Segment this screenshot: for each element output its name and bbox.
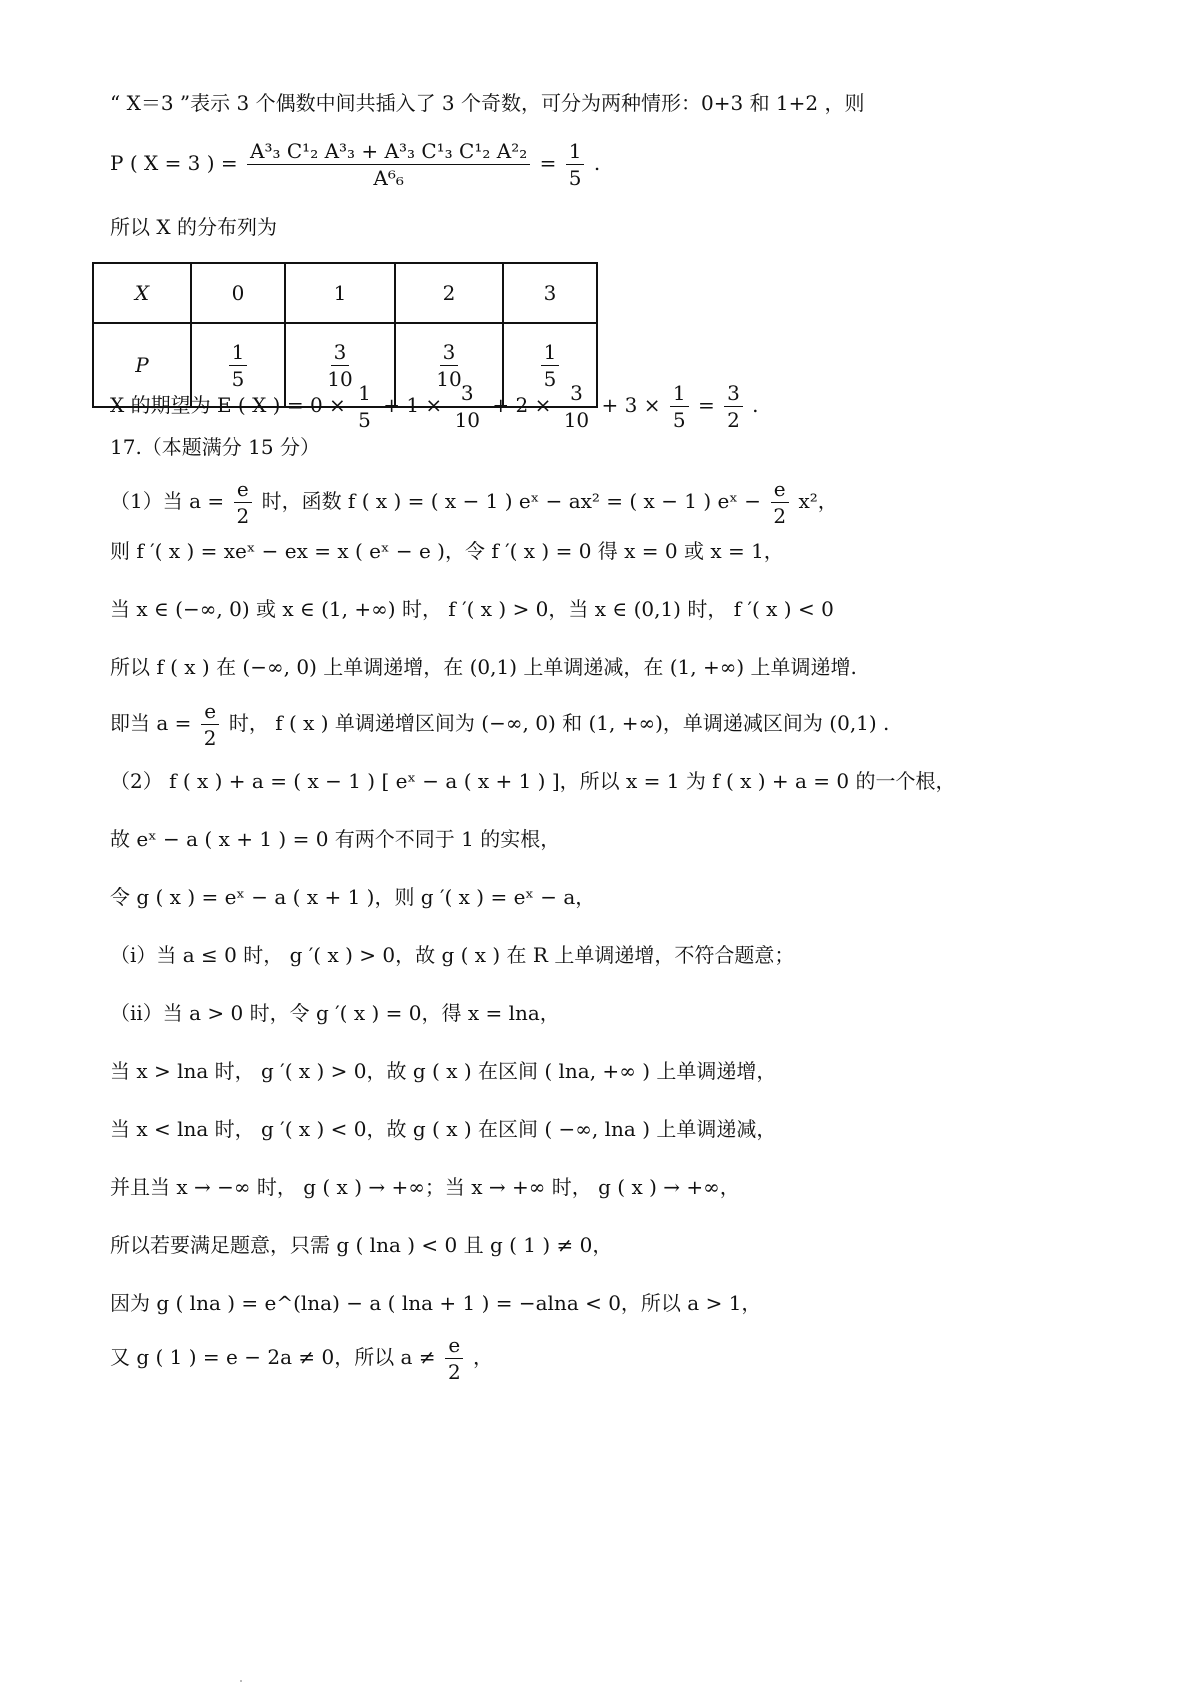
text-line-13: 令 g ( x ) = eˣ − a ( x + 1 )，则 g ′( x ) = eˣ − a， bbox=[110, 885, 596, 909]
table-cell: 0 bbox=[191, 263, 285, 323]
text-line-11: （2） f ( x ) + a = ( x − 1 ) [ eˣ − a ( x + 1 ) ]，所以 x = 1 为 f ( x ) + a = 0 的一个根， bbox=[110, 769, 956, 793]
table-cell: 2 bbox=[395, 263, 503, 323]
table-cell: $\frac{3}{10}$ bbox=[395, 323, 503, 407]
table-cell: $\frac{1}{5}$ bbox=[191, 323, 285, 407]
text-line-18: 并且当 x → −∞ 时， g ( x ) → +∞；当 x → +∞ 时， g ( x ) → +∞， bbox=[110, 1175, 740, 1199]
text-line-10: 即当 a = $\frac{e}{2}$ 时， f ( x ) 单调递增区间为 (−∞, 0) 和 (1, +∞)，单调递减区间为 (0,1) . bbox=[110, 699, 890, 750]
text-line-14: （ⅰ）当 a ≤ 0 时， g ′( x ) > 0，故 g ( x ) 在 R 上单调递增，不符合题意； bbox=[110, 943, 795, 967]
table-cell: 3 bbox=[503, 263, 597, 323]
expectation-formula: X 的期望为 E ( X ) = 0 × $\frac{1}{5}$ + 1 × $\frac{3}{10}$ + 2 × $\frac{3}{10}$ + 3 × $\frac{1}{5}$ = $\frac{3}{2}$ . bbox=[110, 381, 759, 432]
fraction-numerator: 1 bbox=[566, 140, 585, 165]
equals-sign: = bbox=[539, 151, 557, 175]
text-line-17: 当 x < lna 时， g ′( x ) < 0，故 g ( x ) 在区间 ( −∞, lna ) 上单调递减， bbox=[110, 1117, 777, 1141]
table-cell: $\frac{1}{5}$ bbox=[503, 323, 597, 407]
text-line-16: 当 x > lna 时， g ′( x ) > 0，故 g ( x ) 在区间 ( lna, +∞ ) 上单调递增， bbox=[110, 1059, 777, 1083]
text-line-19: 所以若要满足题意，只需 g ( lna ) < 0 且 g ( 1 ) ≠ 0， bbox=[110, 1233, 613, 1257]
fraction-denominator: 5 bbox=[568, 166, 582, 190]
table-header-p: P bbox=[93, 323, 191, 407]
text-line-1: “ X＝3 ”表示 3 个偶数中间共插入了 3 个奇数，可分为两种情形：0+3 和 1+2 ，则 bbox=[110, 91, 865, 115]
text-line-21: 又 g ( 1 ) = e − 2a ≠ 0，所以 a ≠ $\frac{e}{2}$ ， bbox=[110, 1333, 494, 1384]
probability-x3-formula bbox=[110, 140, 600, 189]
table-cell: 1 bbox=[285, 263, 395, 323]
text-line-9: 所以 f ( x ) 在 (−∞, 0) 上单调递增，在 (0,1) 上单调递减，在 (1, +∞) 上单调递增. bbox=[110, 655, 857, 679]
text-line-8: 当 x ∈ (−∞, 0) 或 x ∈ (1, +∞) 时， f ′( x ) > 0，当 x ∈ (0,1) 时， f ′( x ) < 0 bbox=[110, 597, 834, 621]
fraction-permutations bbox=[247, 140, 530, 189]
fraction-denominator: A⁶₆ bbox=[373, 166, 404, 190]
text-line-7: 则 f ′( x ) = xeˣ − ex = x ( eˣ − e )，令 f ′( x ) = 0 得 x = 0 或 x = 1， bbox=[110, 539, 784, 563]
table-header-x: X bbox=[93, 263, 191, 323]
table-row-x bbox=[93, 263, 597, 323]
fraction-result bbox=[566, 140, 585, 189]
text-line-3: 所以 X 的分布列为 bbox=[110, 215, 277, 239]
text-line-12: 故 eˣ − a ( x + 1 ) = 0 有两个不同于 1 的实根， bbox=[110, 827, 561, 851]
footer-mark bbox=[240, 1680, 242, 1682]
period: . bbox=[593, 151, 601, 175]
text-line-6: （1）当 a = $\frac{e}{2}$ 时，函数 f ( x ) = ( x − 1 ) eˣ − ax² = ( x − 1 ) eˣ − $\frac{e}{2}$ x²， bbox=[110, 477, 838, 528]
fraction-numerator: A³₃ C¹₂ A³₃ + A³₃ C¹₃ C¹₂ A²₂ bbox=[247, 140, 530, 165]
text-line-15: （ⅱ）当 a > 0 时，令 g ′( x ) = 0，得 x = lna， bbox=[110, 1001, 560, 1025]
table-cell: $\frac{3}{10}$ bbox=[285, 323, 395, 407]
formula-lhs: P ( X = 3 ) = bbox=[110, 151, 238, 175]
text-line-20: 因为 g ( lna ) = e^(lna) − a ( lna + 1 ) = −alna < 0，所以 a > 1， bbox=[110, 1291, 762, 1315]
problem-17-heading: 17.（本题满分 15 分） bbox=[110, 435, 320, 459]
